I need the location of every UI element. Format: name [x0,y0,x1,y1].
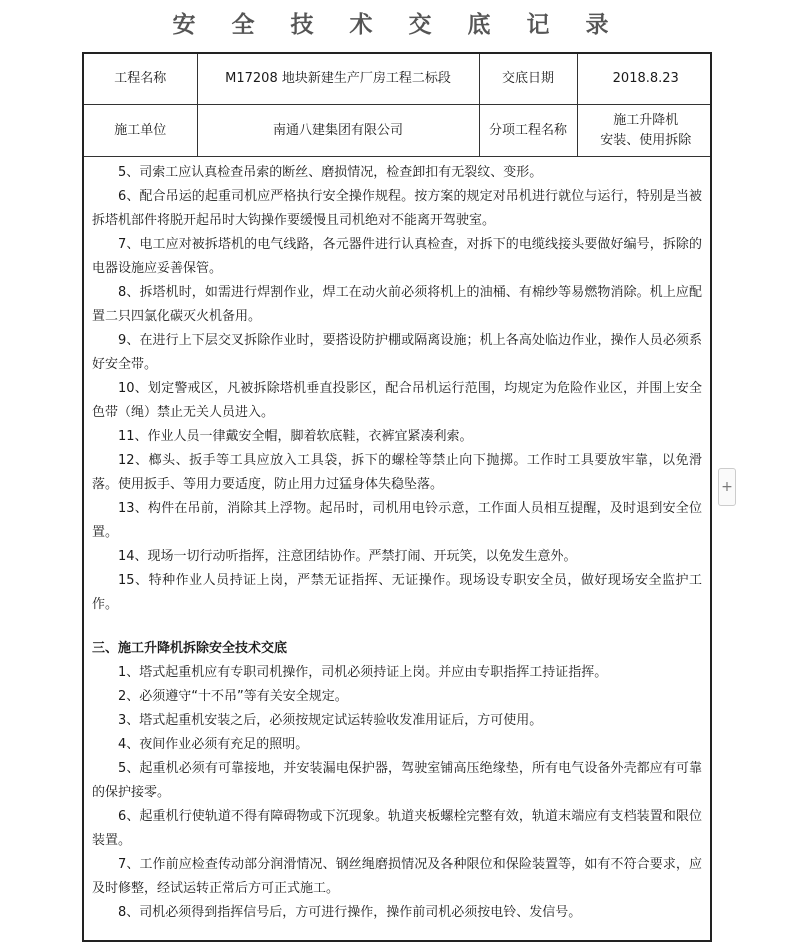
paragraph: 3、塔式起重机安装之后，必须按规定试运转验收发准用证后，方可使用。 [118,713,543,728]
subitem-value-line2: 安装、使用拆除 [600,132,692,148]
disclosure-sheet [82,52,712,942]
header-table [84,54,712,157]
paragraph: 6、起重机行使轨道不得有障碍物或下沉现象。轨道夹板螺栓完整有效，轨道末端应有支档装置和限位装置。 [92,809,702,848]
subitem-value [577,105,712,157]
subitem-label: 分项工程名称 [479,105,577,157]
section-title: 三、施工升降机拆除安全技术交底 [92,641,288,656]
paragraph: 13、构件在吊前，消除其上浮物。起吊时，司机用电铃示意，工作面人员相互提醒，及时退到安全位置。 [92,501,702,540]
paragraph: 12、榔头、扳手等工具应放入工具袋，拆下的螺栓等禁止向下抛掷。工作时工具要放牢靠，以免滑落。使用扳手、等用力要适度，防止用力过猛身体失稳坠落。 [92,453,702,492]
paragraph: 11、作业人员一律戴安全帽，脚着软底鞋，衣裤宜紧凑利索。 [118,429,473,444]
date-value: 2018.8.23 [577,54,712,105]
paragraph: 5、起重机必须有可靠接地，并安装漏电保护器，驾驶室铺高压绝缘垫，所有电气设备外壳都应有可靠的保护接零。 [92,761,702,800]
paragraph: 2、必须遵守“十不吊”等有关安全规定。 [118,689,348,704]
disclosure-content [84,157,710,925]
date-label: 交底日期 [479,54,577,105]
paragraph: 1、塔式起重机应有专职司机操作，司机必须持证上岗。并应由专职指挥工持证指挥。 [118,665,608,680]
paragraph: 4、夜间作业必须有充足的照明。 [118,737,309,752]
paragraph: 15、特种作业人员持证上岗，严禁无证指挥、无证操作。现场设专职安全员，做好现场安全监护工作。 [92,573,702,612]
paragraph: 9、在进行上下层交叉拆除作业时，要搭设防护棚或隔离设施；机上各高处临边作业，操作人员必须系好安全带。 [92,333,702,372]
paragraph: 6、配合吊运的起重司机应严格执行安全操作规程。按方案的规定对吊机进行就位与运行，特别是当被拆塔机部件将脱开起吊时大钩操作要缓慢且司机绝对不能离开驾驶室。 [92,189,702,228]
project-name-label: 工程名称 [84,54,197,105]
expand-plus-button[interactable]: + [718,468,736,506]
paragraph: 7、工作前应检查传动部分润滑情况、钢丝绳磨损情况及各种限位和保险装置等，如有不符合要求，应及时修整，经试运转正常后方可正式施工。 [92,857,702,896]
paragraph: 14、现场一切行动听指挥，注意团结协作。严禁打闹、开玩笑，以免发生意外。 [118,549,577,564]
unit-value: 南通八建集团有限公司 [197,105,479,157]
paragraph: 8、拆塔机时，如需进行焊割作业，焊工在动火前必须将机上的油桶、有棉纱等易燃物消除。机上应配置二只四氯化碳灭火机备用。 [92,285,702,324]
project-name-value: M17208 地块新建生产厂房工程二标段 [197,54,479,105]
paragraph: 7、电工应对被拆塔机的电气线路，各元器件进行认真检查，对拆下的电缆线接头要做好编号，拆除的电器设施应妥善保管。 [92,237,702,276]
subitem-value-line1: 施工升降机 [613,112,679,128]
document-title: 安 全 技 术 交 底 记 录 [172,12,623,38]
paragraph: 8、司机必须得到指挥信号后，方可进行操作，操作前司机必须按电铃、发信号。 [118,905,582,920]
paragraph: 10、划定警戒区，凡被拆除塔机垂直投影区，配合吊机运行范围，均规定为危险作业区，并围上安全色带（绳）禁止无关人员进入。 [92,381,702,420]
unit-label: 施工单位 [84,105,197,157]
paragraph: 5、司索工应认真检查吊索的断丝、磨损情况，检查卸扣有无裂纹、变形。 [118,165,543,180]
